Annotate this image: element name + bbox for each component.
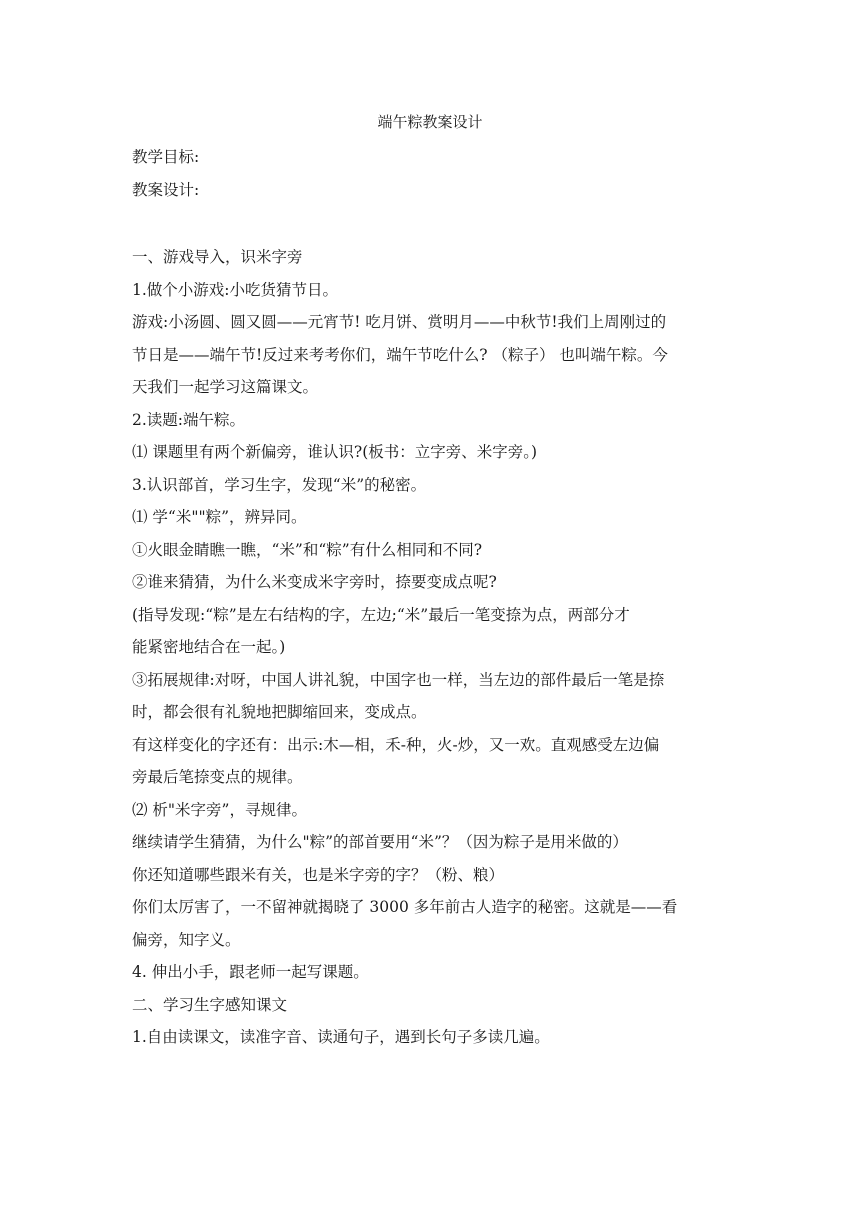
paragraph: 旁最后笔捺变点的规律。 (132, 768, 303, 786)
paragraph: 能紧密地结合在一起。) (132, 638, 286, 656)
section-heading-two: 二、学习生字感知课文 (132, 995, 288, 1014)
paragraph: 1.自由读课文，读准字音、读通句子，遇到长句子多读几遍。 (132, 1028, 550, 1046)
section-heading-one: 一、游戏导入，识米字旁 (132, 248, 303, 266)
paragraph: 你们太厉害了，一不留神就揭晓了 3000 多年前古人造字的秘密。这就是——看 (132, 898, 678, 916)
paragraph: 节日是——端午节!反过来考考你们，端午节吃什么? （粽子） 也叫端午粽。今 (132, 345, 668, 364)
paragraph: ⑵ 析"米字旁”，寻规律。 (132, 800, 307, 819)
paragraph: 4. 伸出小手，跟老师一起写课题。 (132, 963, 369, 981)
paragraph: 偏旁，知字义。 (132, 930, 241, 949)
paragraph: ⑴ 课题里有两个新偏旁，谁认识?(板书：立字旁、米字旁。) (132, 443, 538, 461)
paragraph-lesson-design: 教案设计: (132, 180, 200, 199)
blank-line (132, 206, 732, 241)
paragraph-teaching-goals: 教学目标: (132, 148, 200, 166)
paragraph: 游戏:小汤圆、圆又圆——元宵节! 吃月饼、赏明月——中秋节!我们上周刚过的 (132, 313, 667, 331)
paragraph: ①火眼金睛瞧一瞧，“米”和“粽”有什么相同和不同? (132, 540, 483, 559)
paragraph: 天我们一起学习这篇课文。 (132, 378, 319, 396)
paragraph: 有这样变化的字还有：出示:木—相，禾-种，火-炒，又一欢。直观感受左边偏 (132, 735, 660, 754)
paragraph: ③拓展规律:对呀，中国人讲礼貌，中国字也一样，当左边的部件最后一笔是捺 (132, 670, 665, 689)
paragraph: ⑴ 学“米""粽”，辨异同。 (132, 508, 307, 526)
paragraph: 3.认识部首，学习生字，发现“米”的秘密。 (132, 475, 427, 494)
paragraph: 你还知道哪些跟米有关，也是米字旁的字？（粉、粮） (132, 865, 505, 884)
document-title: 端午粽教案设计 (377, 113, 483, 131)
paragraph: 时，都会很有礼貌地把脚缩回来，变成点。 (132, 703, 427, 721)
paragraph: 1.做个小游戏:小吃货猜节日。 (132, 280, 339, 299)
paragraph: (指导发现:“粽”是左右结构的字，左边;“米”最后一笔变捺为点，两部分才 (132, 605, 630, 624)
paragraph: ②谁来猜猜，为什么米变成米字旁时，捺要变成点呢? (132, 573, 497, 591)
document-body (132, 141, 732, 1054)
paragraph: 2.读题:端午粽。 (132, 410, 246, 429)
paragraph: 继续请学生猜猜，为什么"粽”的部首要用“米”？（因为粽子是用米做的） (132, 833, 628, 851)
